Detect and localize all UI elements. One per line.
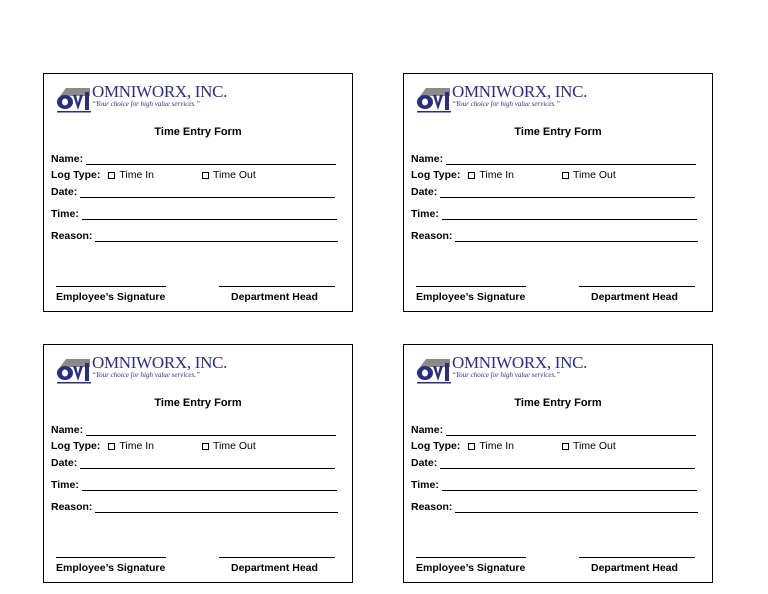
log-type-field [51, 169, 256, 181]
department-head-signature-line[interactable] [579, 286, 695, 287]
time-field[interactable] [411, 479, 697, 491]
name-field[interactable] [411, 153, 696, 165]
time-entry-form-card [403, 344, 713, 583]
reason-line[interactable] [95, 503, 338, 513]
log-type-label: Log Type: [411, 169, 461, 181]
name-field[interactable] [51, 153, 336, 165]
log-type-label: Log Type: [411, 440, 461, 452]
employee-signature-line[interactable] [56, 557, 166, 558]
time-entry-form-card [403, 73, 713, 312]
reason-label: Reason: [51, 230, 93, 242]
department-head-label: Department Head [591, 562, 678, 574]
name-field[interactable] [51, 424, 336, 436]
employee-signature-label: Employee’s Signature [56, 291, 166, 303]
reason-line[interactable] [455, 503, 698, 513]
department-head-label: Department Head [231, 291, 318, 303]
employee-signature-label: Employee’s Signature [56, 562, 166, 574]
time-line[interactable] [442, 481, 697, 491]
time-out-checkbox[interactable] [202, 172, 209, 179]
reason-line[interactable] [455, 232, 698, 242]
company-logo [56, 82, 226, 114]
time-in-checkbox[interactable] [108, 172, 115, 179]
name-line[interactable] [446, 426, 696, 436]
company-name: OMNIWORX, INC. [452, 353, 588, 372]
date-field[interactable] [411, 457, 695, 469]
log-type-field [411, 169, 616, 181]
form-title: Time Entry Form [154, 126, 242, 138]
time-field[interactable] [51, 479, 337, 491]
time-label: Time: [51, 479, 79, 491]
name-label: Name: [51, 424, 84, 436]
time-entry-form-card [43, 73, 353, 312]
date-field[interactable] [51, 457, 335, 469]
form-title: Time Entry Form [514, 397, 602, 409]
name-line[interactable] [86, 155, 336, 165]
time-out-option[interactable] [562, 440, 616, 452]
company-tagline: “Your choice for high value services.” [92, 100, 200, 108]
time-in-label: Time In [479, 440, 515, 452]
time-in-label: Time In [119, 169, 155, 181]
date-line[interactable] [440, 459, 695, 469]
omniworx-logo-mark-icon [416, 353, 452, 385]
reason-field[interactable] [51, 230, 338, 242]
name-label: Name: [411, 424, 444, 436]
name-label: Name: [51, 153, 84, 165]
log-type-field [411, 440, 616, 452]
time-out-label: Time Out [573, 440, 616, 452]
omniworx-logo-mark-icon [56, 353, 92, 385]
date-label: Date: [411, 457, 438, 469]
department-head-signature-line[interactable] [219, 286, 335, 287]
time-out-option[interactable] [562, 169, 616, 181]
time-entry-form-card [43, 344, 353, 583]
date-line[interactable] [80, 459, 335, 469]
time-out-label: Time Out [573, 169, 616, 181]
time-in-checkbox[interactable] [468, 443, 475, 450]
time-in-label: Time In [479, 169, 515, 181]
date-field[interactable] [411, 186, 695, 198]
omniworx-logo-mark-icon [56, 82, 92, 114]
log-type-field [51, 440, 256, 452]
date-label: Date: [51, 186, 78, 198]
date-label: Date: [51, 457, 78, 469]
time-out-option[interactable] [202, 440, 256, 452]
time-out-label: Time Out [213, 440, 256, 452]
reason-field[interactable] [411, 230, 698, 242]
name-label: Name: [411, 153, 444, 165]
company-name: OMNIWORX, INC. [92, 82, 228, 101]
date-field[interactable] [51, 186, 335, 198]
employee-signature-label: Employee’s Signature [416, 562, 526, 574]
reason-label: Reason: [411, 501, 453, 513]
time-field[interactable] [411, 208, 697, 220]
form-title: Time Entry Form [514, 126, 602, 138]
reason-label: Reason: [51, 501, 93, 513]
omniworx-logo-mark-icon [416, 82, 452, 114]
reason-label: Reason: [411, 230, 453, 242]
time-line[interactable] [82, 210, 337, 220]
name-line[interactable] [446, 155, 696, 165]
date-line[interactable] [440, 188, 695, 198]
date-label: Date: [411, 186, 438, 198]
time-out-checkbox[interactable] [562, 172, 569, 179]
time-out-checkbox[interactable] [562, 443, 569, 450]
department-head-label: Department Head [591, 291, 678, 303]
department-head-signature-line[interactable] [579, 557, 695, 558]
employee-signature-line[interactable] [416, 557, 526, 558]
reason-field[interactable] [411, 501, 698, 513]
time-field[interactable] [51, 208, 337, 220]
name-line[interactable] [86, 426, 336, 436]
company-name: OMNIWORX, INC. [452, 82, 588, 101]
form-title: Time Entry Form [154, 397, 242, 409]
time-label: Time: [411, 479, 439, 491]
time-out-label: Time Out [213, 169, 256, 181]
company-name: OMNIWORX, INC. [92, 353, 228, 372]
log-type-label: Log Type: [51, 169, 101, 181]
company-tagline: “Your choice for high value services.” [452, 371, 560, 379]
employee-signature-line[interactable] [416, 286, 526, 287]
reason-line[interactable] [95, 232, 338, 242]
company-logo [416, 82, 586, 114]
employee-signature-label: Employee’s Signature [416, 291, 526, 303]
company-logo [416, 353, 586, 385]
time-line[interactable] [442, 210, 697, 220]
time-label: Time: [51, 208, 79, 220]
time-in-checkbox[interactable] [468, 172, 475, 179]
time-in-label: Time In [119, 440, 155, 452]
time-out-checkbox[interactable] [202, 443, 209, 450]
time-in-option[interactable] [468, 169, 514, 181]
log-type-label: Log Type: [51, 440, 101, 452]
name-field[interactable] [411, 424, 696, 436]
department-head-signature-line[interactable] [219, 557, 335, 558]
time-in-option[interactable] [108, 169, 154, 181]
time-label: Time: [411, 208, 439, 220]
time-in-option[interactable] [108, 440, 154, 452]
department-head-label: Department Head [231, 562, 318, 574]
time-in-checkbox[interactable] [108, 443, 115, 450]
time-in-option[interactable] [468, 440, 514, 452]
reason-field[interactable] [51, 501, 338, 513]
company-tagline: “Your choice for high value services.” [92, 371, 200, 379]
time-out-option[interactable] [202, 169, 256, 181]
employee-signature-line[interactable] [56, 286, 166, 287]
date-line[interactable] [80, 188, 335, 198]
company-logo [56, 353, 226, 385]
time-line[interactable] [82, 481, 337, 491]
company-tagline: “Your choice for high value services.” [452, 100, 560, 108]
